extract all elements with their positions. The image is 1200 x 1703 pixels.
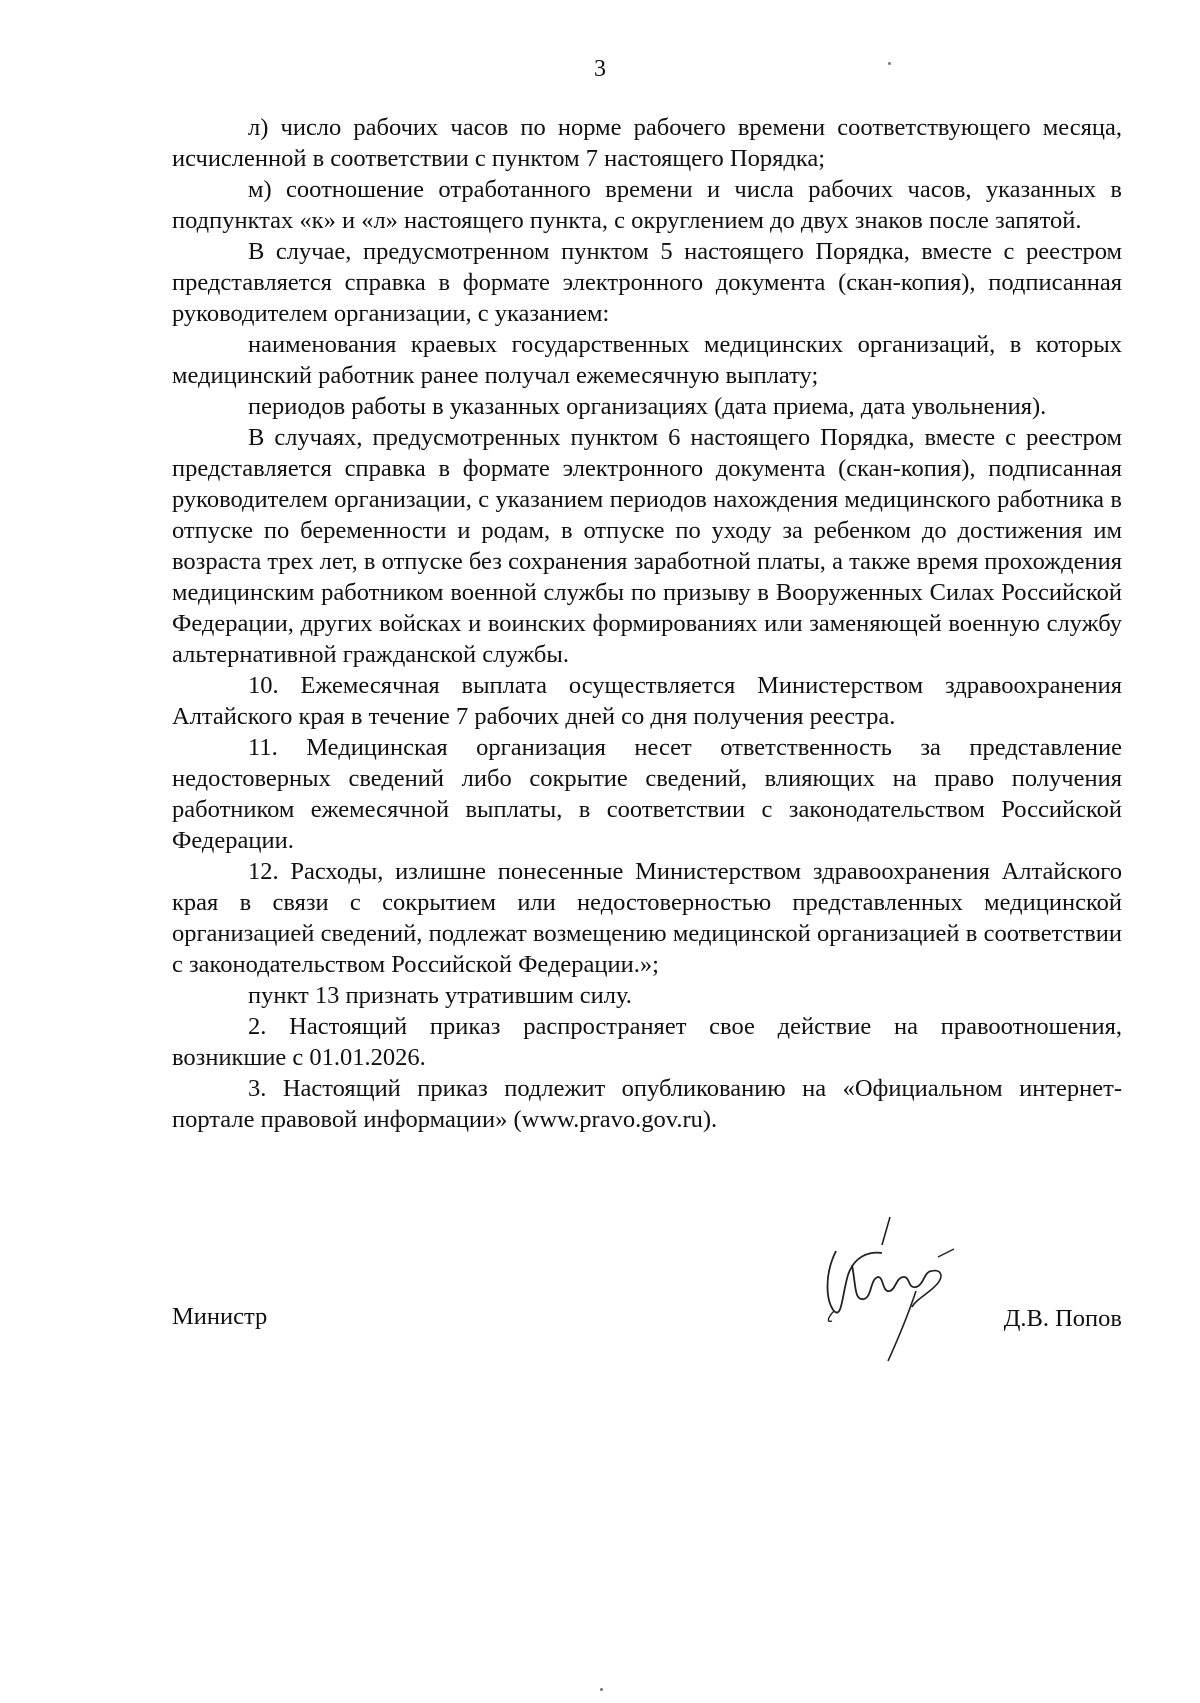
document-body (172, 112, 1122, 1135)
paragraph-item-11: 11. Медицинская организация несет ответственность за представление недостоверных сведений либо сокрытие сведений, влияющих на право получения работником ежемесячной выплаты, в соответствии с законодательством Российской Федерации. (172, 734, 1122, 854)
paragraph-order-2: 2. Настоящий приказ распространяет свое действие на правоотношения, возникшие с 01.01.2026. (172, 1013, 1122, 1071)
paragraph-case-point-6: В случаях, предусмотренных пунктом 6 настоящего Порядка, вместе с реестром представляется справка в формате электронного документа (скан-копия), подписанная руководителем организации, с указанием периодов нахождения медицинского работника в отпуске по беременности и родам, в отпуске по уходу за ребенком до достижения им возраста трех лет, в отпуске без сохранения заработной платы, а также время прохождения медицинским работником военной службы по призыву в Вооруженных Силах Российской Федерации, других войсках и воинских формированиях или заменяющей военную службу альтернативной гражданской службы. (172, 424, 1122, 668)
handwritten-signature (812, 1215, 972, 1365)
paragraph-item-12: 12. Расходы, излишне понесенные Министерством здравоохранения Алтайского края в связи с сокрытием или недостоверностью представленных медицинской организацией сведений, подлежат возмещению медицинской организацией в соответствии с законодательством Российской Федерации.»; (172, 858, 1122, 978)
paragraph-subitem-m: м) соотношение отработанного времени и числа рабочих часов, указанных в подпунктах «к» и «л» настоящего пункта, с округлением до двух знаков после запятой. (172, 176, 1122, 234)
page-number: 3 (594, 56, 606, 82)
paragraph-work-periods: периодов работы в указанных организациях (дата приема, дата увольнения). (248, 393, 1047, 420)
paragraph-subitem-l: л) число рабочих часов по норме рабочего времени соответствующего месяца, исчисленной в соответствии с пунктом 7 настоящего Порядка; (172, 114, 1122, 172)
signature-block (172, 1215, 1122, 1375)
paragraph-item-13-void: пункт 13 признать утратившим силу. (248, 982, 632, 1009)
signatory-name: Д.В. Попов (1003, 1305, 1122, 1332)
paragraph-organization-names: наименования краевых государственных медицинских организаций, в которых медицинский работник ранее получал ежемесячную выплату; (172, 331, 1122, 389)
paragraph-case-point-5: В случае, предусмотренном пунктом 5 настоящего Порядка, вместе с реестром представляется справка в формате электронного документа (скан-копия), подписанная руководителем организации, с указанием: (172, 238, 1122, 327)
scan-speck (888, 62, 891, 65)
signatory-role: Министр (172, 1303, 268, 1330)
paragraph-order-3: 3. Настоящий приказ подлежит опубликованию на «Официальном интернет-портале правовой информации» (www.pravo.gov.ru). (172, 1075, 1122, 1133)
paragraph-item-10: 10. Ежемесячная выплата осуществляется Министерством здравоохранения Алтайского края в течение 7 рабочих дней со дня получения реестра. (172, 672, 1122, 730)
scan-speck (600, 1688, 603, 1691)
